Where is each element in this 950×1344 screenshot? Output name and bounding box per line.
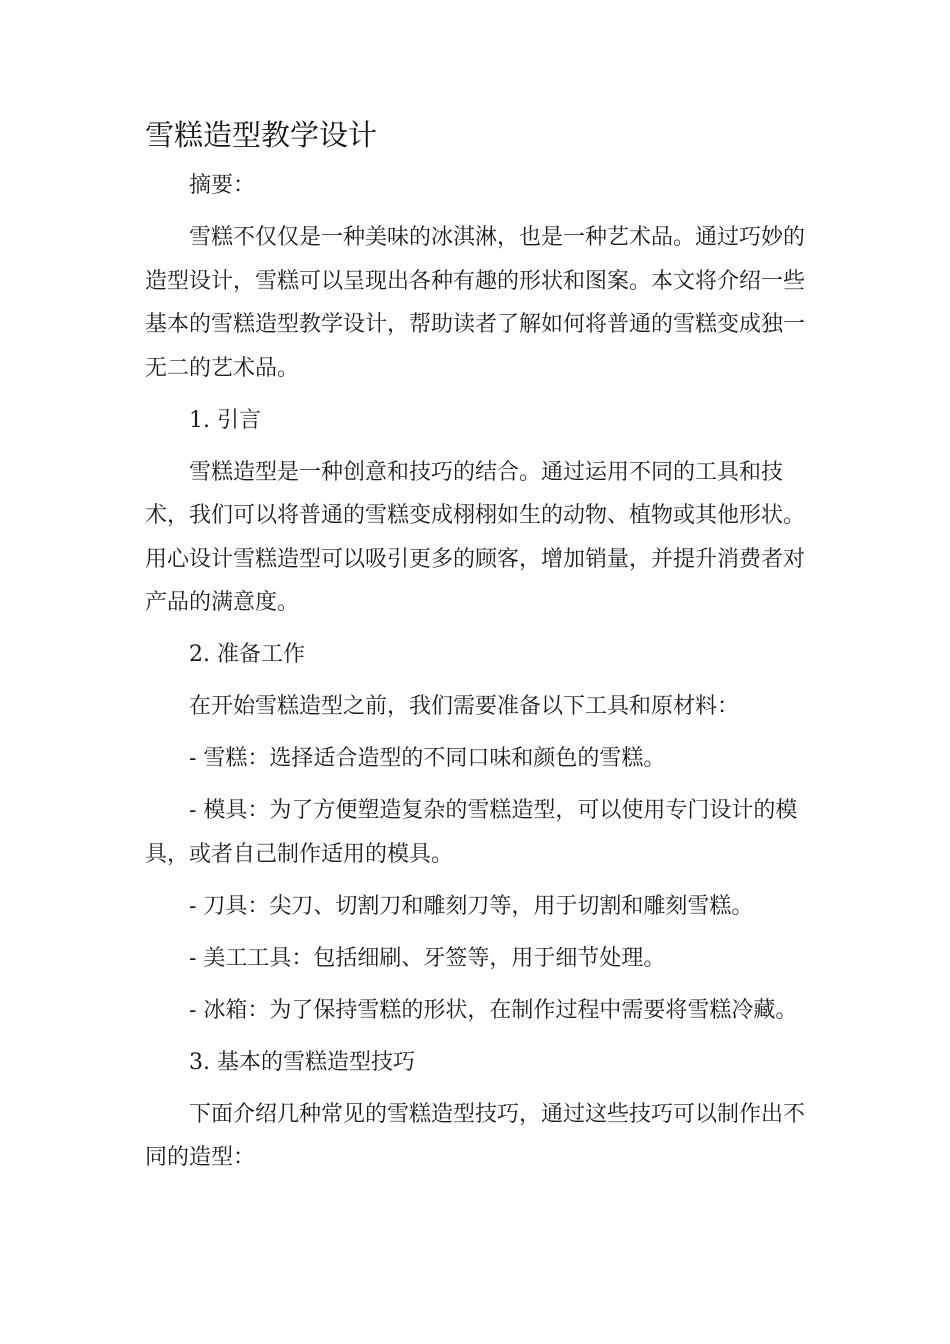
preparation-paragraph: 在开始雪糕造型之前，我们需要准备以下工具和原材料： xyxy=(189,694,740,719)
abstract-label: 摘要： xyxy=(189,173,256,198)
introduction-paragraph: 雪糕造型是一种创意和技巧的结合。通过运用不同的工具和技术，我们可以将普通的雪糕变成栩栩如生的动物、植物或其他形状。用心设计雪糕造型可以吸引更多的顾客，增加销量，并提升消费者对产品的满意度。 xyxy=(145,459,806,615)
list-item-ice-cream: - 雪糕：选择适合造型的不同口味和颜色的雪糕。 xyxy=(189,746,666,771)
abstract-paragraph: 雪糕不仅仅是一种美味的冰淇淋，也是一种艺术品。通过巧妙的造型设计，雪糕可以呈现出各种有趣的形状和图案。本文将介绍一些基本的雪糕造型教学设计，帮助读者了解如何将普通的雪糕变成独一无二的艺术品。 xyxy=(145,225,806,381)
techniques-paragraph: 下面介绍几种常见的雪糕造型技巧，通过这些技巧可以制作出不同的造型： xyxy=(145,1101,806,1170)
section-heading-preparation: 2. 准备工作 xyxy=(189,642,305,667)
section-heading-techniques: 3. 基本的雪糕造型技巧 xyxy=(189,1049,415,1075)
list-item-knives: - 刀具：尖刀、切割刀和雕刻刀等，用于切割和雕刻雪糕。 xyxy=(189,893,754,919)
section-heading-introduction: 1. 引言 xyxy=(189,407,261,433)
list-item-fridge: - 冰箱：为了保持雪糕的形状，在制作过程中需要将雪糕冷藏。 xyxy=(189,997,798,1023)
list-item-art-tools: - 美工工具：包括细刷、牙签等，用于细节处理。 xyxy=(189,945,666,971)
document-title: 雪糕造型教学设计 xyxy=(145,118,378,152)
document-body xyxy=(145,164,805,1188)
list-item-mold: - 模具：为了方便塑造复杂的雪糕造型，可以使用专门设计的模具，或者自己制作适用的模具。 xyxy=(145,798,798,867)
